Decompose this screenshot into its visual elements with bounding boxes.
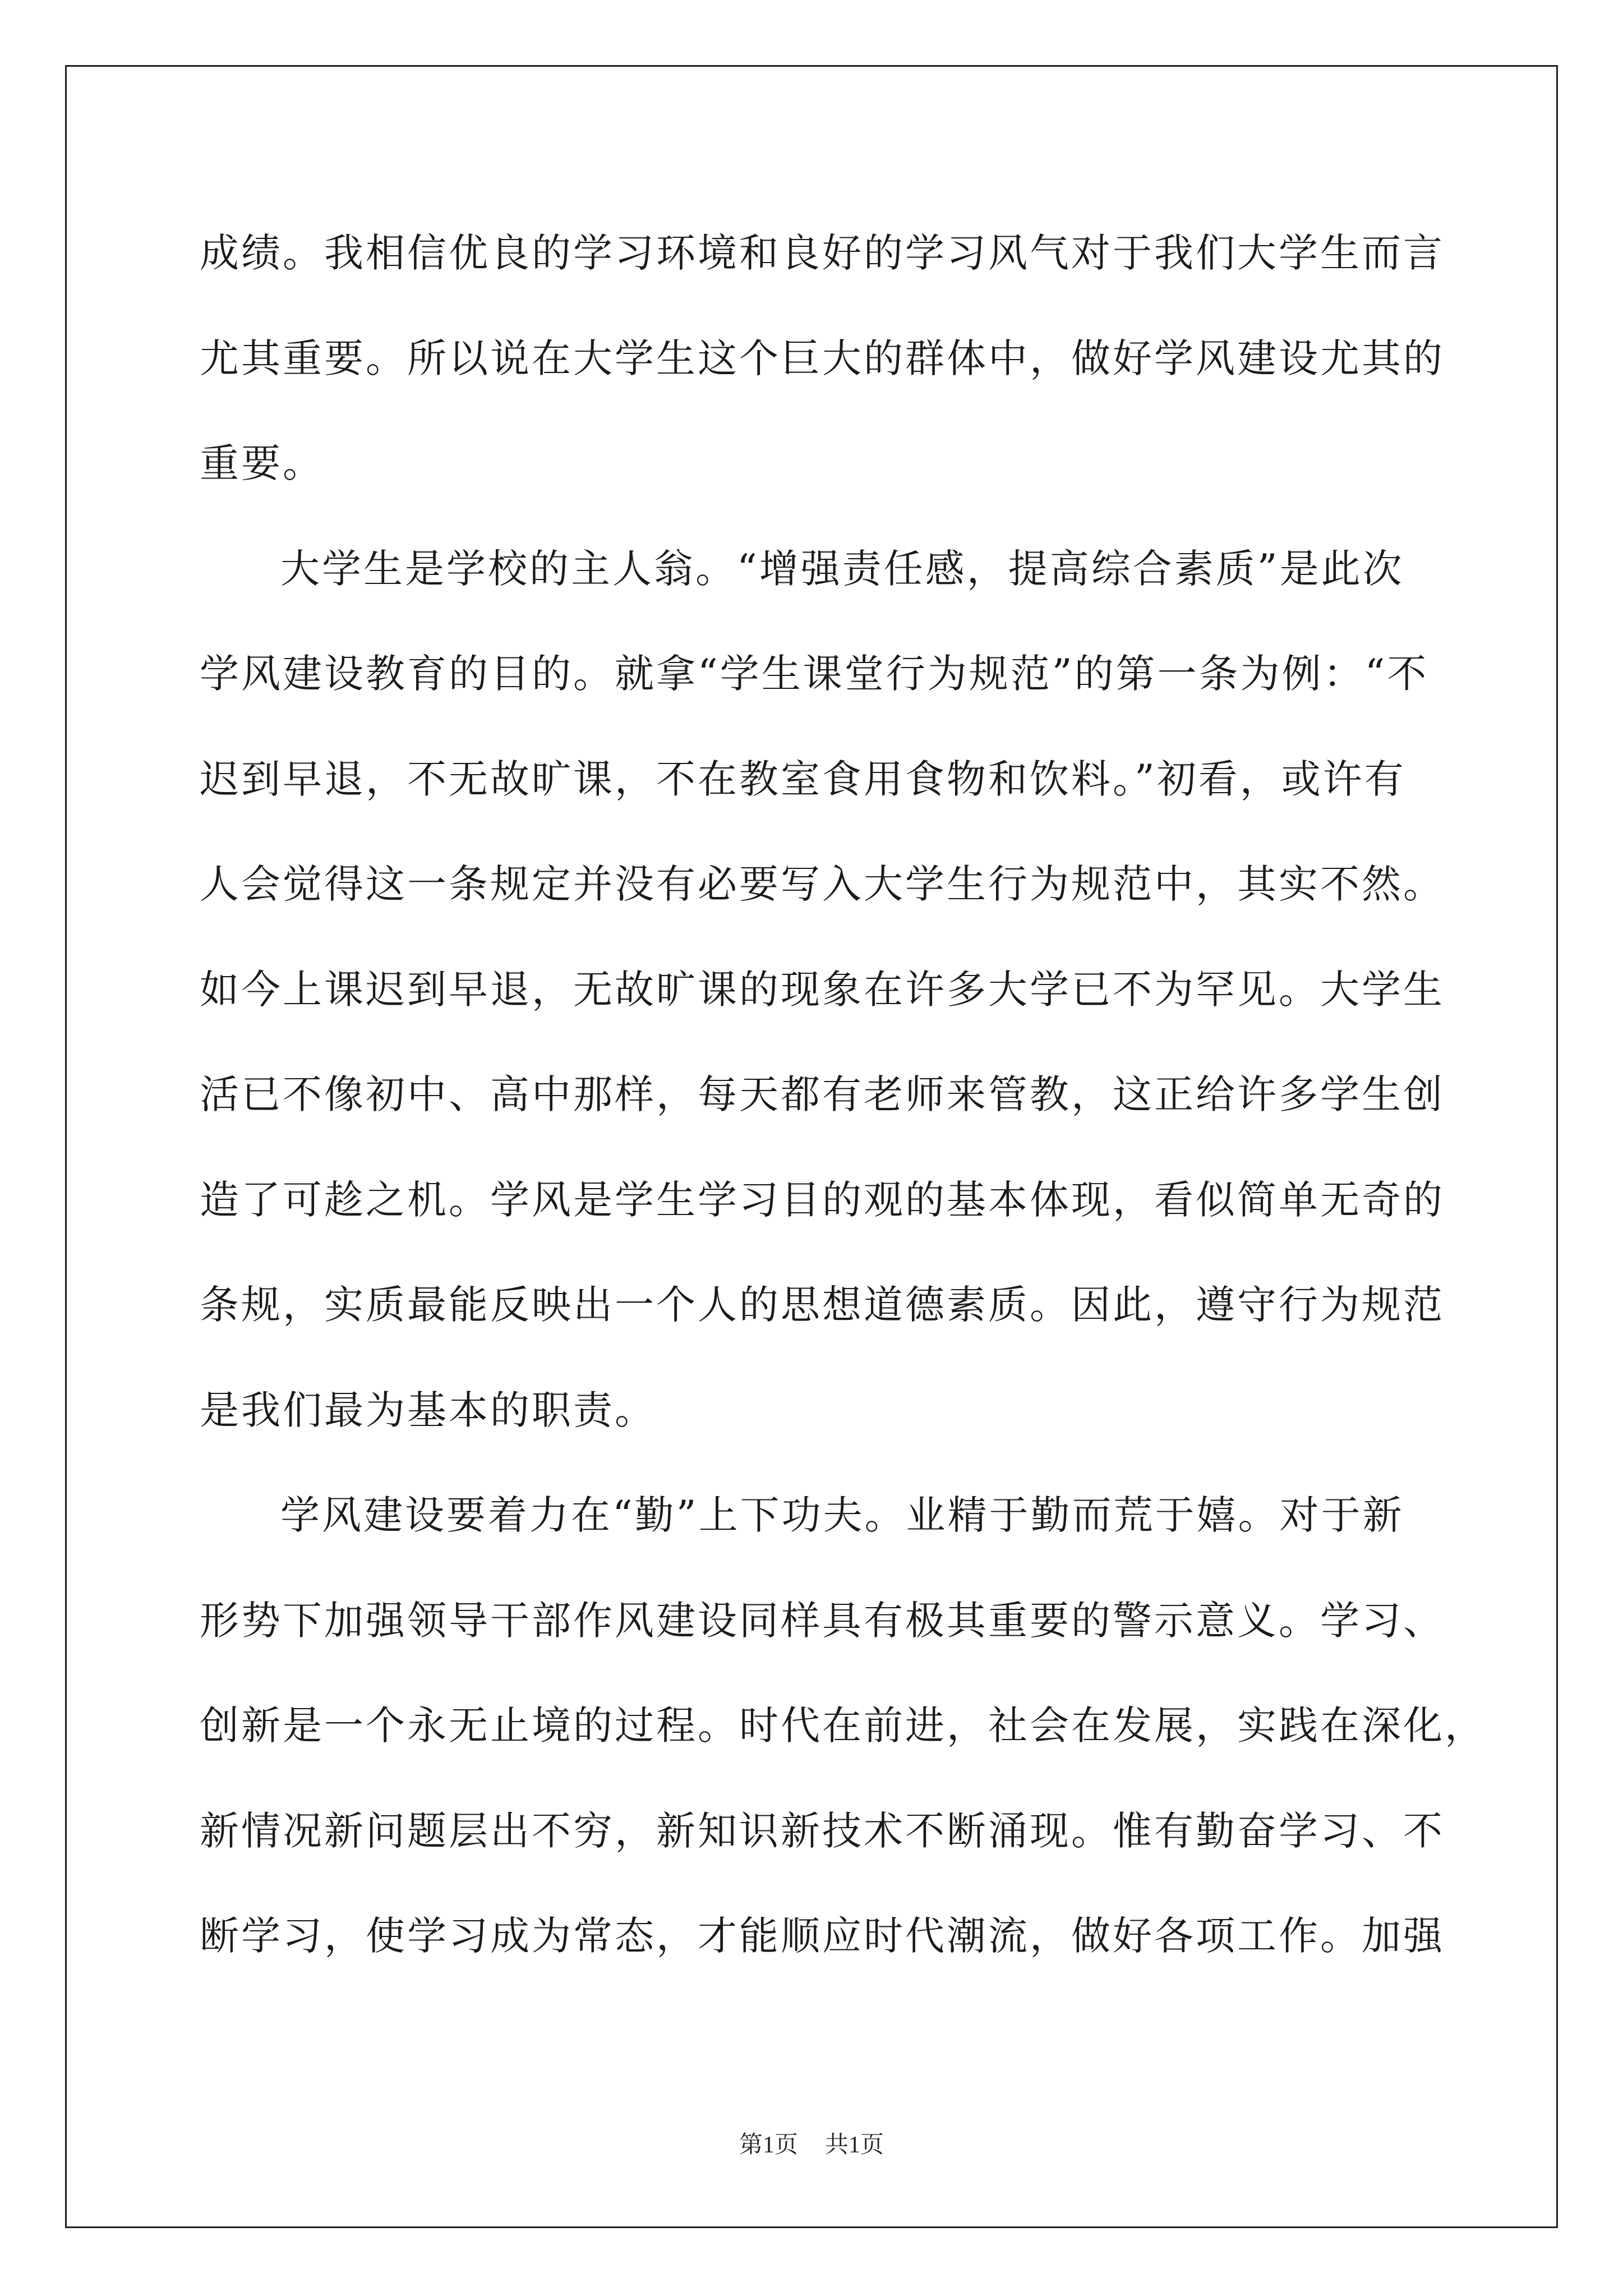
text-line: 尤其重要。所以说在大学生这个巨大的群体中，做好学风建设尤其的 <box>200 335 1445 381</box>
text-line: 迟到早退，不无故旷课，不在教室食用食物和饮料。”初看，或许有 <box>200 756 1406 802</box>
text-line: 造了可趁之机。学风是学生学习目的观的基本体现，看似简单无奇的 <box>200 1176 1445 1223</box>
text-line: 活已不像初中、高中那样，每天都有老师来管教，这正给许多学生创 <box>200 1071 1445 1117</box>
page-total: 共1页 <box>825 2132 884 2158</box>
text-line: 条规，实质最能反映出一个人的思想道德素质。因此，遵守行为规范 <box>200 1282 1445 1328</box>
text-line: 创新是一个永无止境的过程。时代在前进，社会在发展，实践在深化， <box>200 1703 1486 1749</box>
text-line: 是我们最为基本的职责。 <box>200 1387 656 1433</box>
text-line: 学风建设教育的目的。就拿“学生课堂行为规范”的第一条为例：“不 <box>200 651 1429 697</box>
text-line: 成绩。我相信优良的学习环境和良好的学习风气对于我们大学生而言 <box>200 230 1445 276</box>
page-footer <box>0 2126 1623 2160</box>
document-body <box>200 211 1486 1999</box>
text-line: 大学生是学校的主人翁。“增强责任感，提高综合素质”是此次 <box>280 545 1404 592</box>
text-line: 新情况新问题层出不穷，新知识新技术不断涌现。惟有勤奋学习、不 <box>200 1807 1445 1854</box>
text-line: 形势下加强领导干部作风建设同样具有极其重要的警示意义。学习、 <box>200 1597 1445 1644</box>
text-line: 断学习，使学习成为常态，才能顺应时代潮流，做好各项工作。加强 <box>200 1913 1445 1959</box>
text-line: 学风建设要着力在“勤”上下功夫。业精于勤而荒于嬉。对于新 <box>280 1492 1404 1538</box>
page-number: 第1页 <box>739 2132 798 2158</box>
text-line: 人会觉得这一条规定并没有必要写入大学生行为规范中，其实不然。 <box>200 861 1445 907</box>
text-line: 重要。 <box>200 440 324 486</box>
text-line: 如今上课迟到早退，无故旷课的现象在许多大学已不为罕见。大学生 <box>200 966 1445 1013</box>
